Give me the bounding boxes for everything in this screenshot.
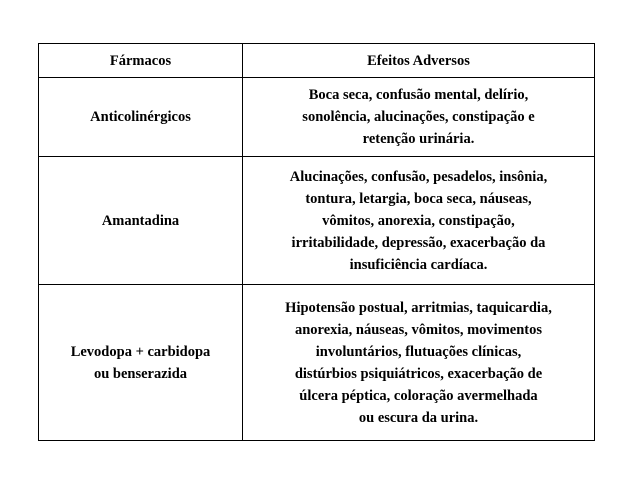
effects-cell: Alucinações, confusão, pesadelos, insônia, tontura, letargia, boca seca, náuseas, vômitos, anorexia, constipação, irritabilidade, depressão, exacerbação da insuficiência cardíaca. <box>289 168 548 273</box>
effects-cell: Boca seca, confusão mental, delírio, sonolência, alucinações, constipação e retenção urinária. <box>302 87 535 147</box>
effects-cell: Hipotensão postual, arritmias, taquicardia, anorexia, náuseas, vômitos, movimentos involuntários, flutuações clínicas, distúrbios psiquiátricos, exacerbação de úlcera péptica, coloração avermelhada ou escura da urina. <box>285 299 552 426</box>
table-row <box>39 156 594 284</box>
drug-cell: Anticolinérgicos <box>39 78 243 156</box>
adverse-effects-table <box>38 43 595 441</box>
table-row <box>39 77 594 156</box>
drug-cell: Levodopa + carbidopa ou benserazida <box>39 285 243 440</box>
header-efeitos-adversos: Efeitos Adversos <box>367 52 470 69</box>
header-farmacos: Fármacos <box>39 44 243 77</box>
table-row <box>39 284 594 440</box>
table-header-row <box>39 44 594 77</box>
drug-cell: Amantadina <box>39 157 243 284</box>
